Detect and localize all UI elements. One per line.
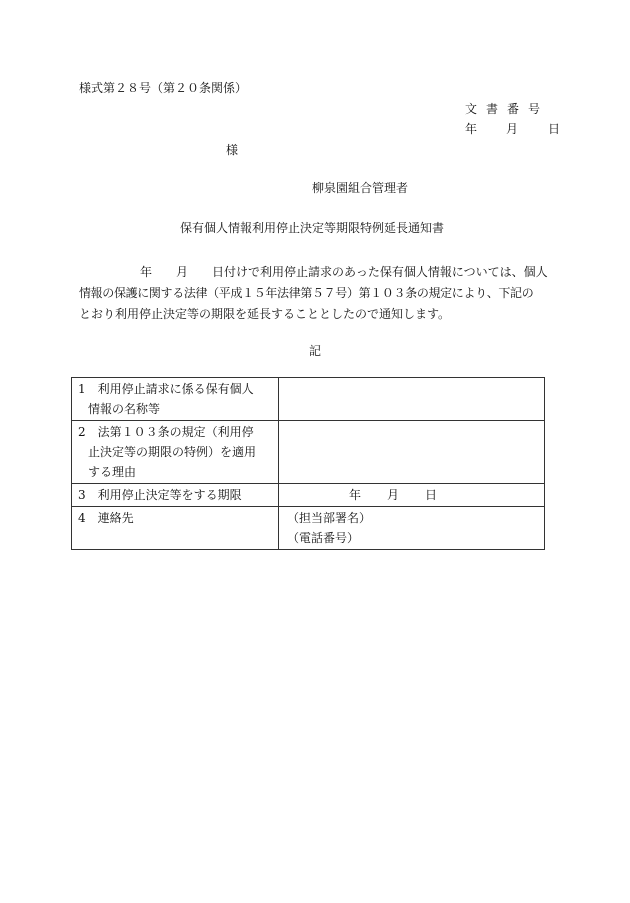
label-line: 止決定等の期限の特例）を適用: [88, 445, 257, 459]
notice-details-table: [71, 377, 545, 550]
document-title: 保有個人情報利用停止決定等期限特例延長通知書: [180, 221, 445, 235]
label-line: 3 利用停止決定等をする期限: [78, 488, 242, 502]
row-label-reason: [72, 421, 279, 484]
label-line: 1 利用停止請求に係る保有個人: [78, 382, 254, 396]
ki-heading: 記: [309, 344, 322, 358]
table-row: [72, 378, 545, 421]
notice-body-line-1: [79, 262, 555, 283]
addressee-honorific: 様: [226, 143, 239, 157]
contact-phone: （電話番号）: [287, 531, 360, 545]
issue-date: [465, 123, 560, 135]
row-label-contact: [72, 507, 279, 550]
body-month: 月: [176, 265, 189, 279]
label-line: 2 法第１０３条の規定（利用停: [78, 425, 254, 439]
notice-body-line-3: とおり利用停止決定等の期限を延長することとしたので通知します。: [79, 307, 451, 321]
row-value-target-info[interactable]: [279, 378, 545, 421]
table-row: [72, 421, 545, 484]
table-row: [72, 484, 545, 507]
sender-name: 柳泉園組合管理者: [312, 181, 409, 195]
deadline-date: [287, 488, 437, 502]
label-line: 4 連絡先: [78, 511, 134, 525]
row-value-deadline[interactable]: [279, 484, 545, 507]
label-line: 情報の名称等: [88, 402, 161, 416]
notice-body-line-2: 情報の保護に関する法律（平成１５年法律第５７号）第１０３条の規定により、下記の: [79, 286, 534, 300]
deadline-day: 日: [425, 488, 438, 502]
row-value-contact[interactable]: [279, 507, 545, 550]
deadline-year: 年: [349, 488, 362, 502]
label-line: する理由: [88, 465, 137, 479]
contact-department: （担当部署名）: [287, 511, 372, 525]
row-value-reason[interactable]: [279, 421, 545, 484]
form-number: 様式第２８号（第２０条関係）: [79, 81, 248, 95]
table-row: [72, 507, 545, 550]
row-label-target-info: [72, 378, 279, 421]
body-line1-text: 日付けで利用停止請求のあった保有個人情報については、個人: [212, 265, 548, 279]
issue-date-year: 年: [465, 122, 478, 136]
issue-date-month: 月: [506, 122, 519, 136]
notice-body: [79, 262, 555, 325]
document-number-label: 文書番号: [465, 102, 550, 116]
body-year: 年: [140, 265, 153, 279]
row-label-deadline: [72, 484, 279, 507]
issue-date-day: 日: [548, 122, 561, 136]
deadline-month: 月: [387, 488, 400, 502]
